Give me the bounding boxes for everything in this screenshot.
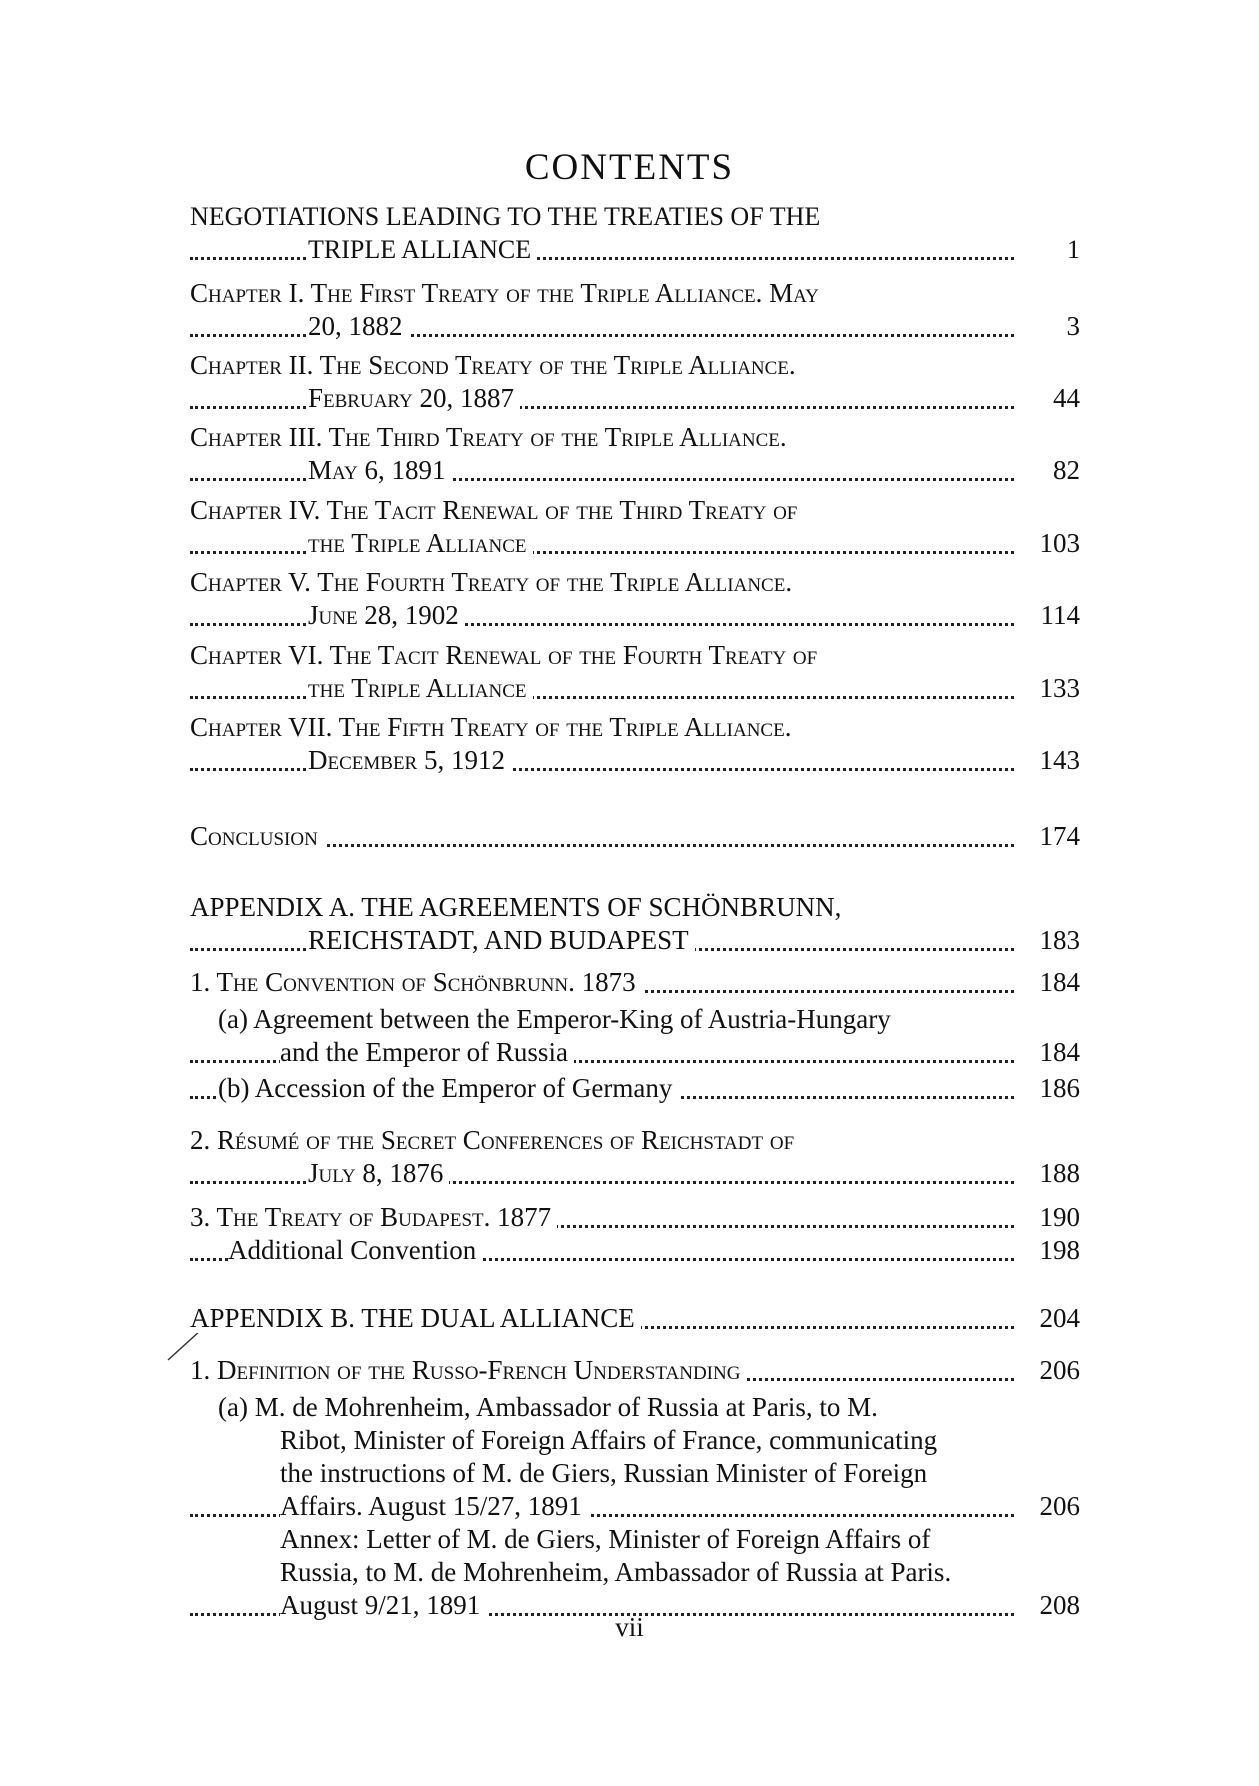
page-number: 186 (1020, 1072, 1080, 1105)
toc-entry-row (190, 233, 1080, 266)
toc-entry-row (190, 1072, 1080, 1105)
page-number: 3 (1020, 310, 1080, 343)
page-number: 184 (1020, 966, 1080, 999)
toc-entry-chapter-7[interactable] (190, 711, 1080, 777)
page-number: 133 (1020, 672, 1080, 705)
toc-entry-line: Russia, to M. de Mohrenheim, Ambassador of Russia at Paris. (280, 1557, 952, 1587)
toc-entry-row (190, 382, 1080, 415)
toc-entry-row (190, 527, 1080, 560)
toc-entry-line: Chapter IV. The Tacit Renewal of the Third Treaty of (190, 495, 798, 525)
toc-entry-row (190, 599, 1080, 632)
page-number: 204 (1020, 1302, 1080, 1335)
toc-entry-line: APPENDIX B. THE DUAL ALLIANCE (190, 1303, 641, 1333)
toc-entry-line: (a) Agreement between the Emperor-King of Austria-Hungary (218, 1004, 891, 1034)
toc-entry-conclusion[interactable] (190, 820, 1080, 853)
page-title: CONTENTS (524, 147, 735, 188)
page-folio: vii (615, 1612, 644, 1642)
toc-entry-row (190, 1354, 1080, 1387)
toc-entry-a3[interactable] (190, 1201, 1080, 1234)
toc-entry-a2[interactable] (190, 1124, 1080, 1190)
toc-entry-row (190, 310, 1080, 343)
toc-entry-chapter-5[interactable] (190, 566, 1080, 632)
toc-entry-line: 20, 1882 (308, 311, 409, 341)
toc-entry-line: June 28, 1902 (308, 600, 465, 630)
toc-entry-row (190, 966, 1080, 999)
toc-entry-line: December 5, 1912 (308, 745, 511, 775)
toc-entry-a1b[interactable] (190, 1072, 1080, 1105)
page-number: 190 (1020, 1201, 1080, 1234)
toc-entry-line: NEGOTIATIONS LEADING TO THE TREATIES OF THE (190, 202, 821, 231)
toc-entry-line: Additional Convention (228, 1235, 482, 1265)
toc-entry-line: the Triple Alliance (308, 528, 533, 558)
page-number: 206 (1020, 1354, 1080, 1387)
page-number: 174 (1020, 820, 1080, 853)
toc-entry-b1[interactable] (190, 1354, 1080, 1387)
toc-entry-chapter-2[interactable] (190, 349, 1080, 415)
toc-entry-line: 1. The Convention of Schönbrunn. 1873 (190, 967, 642, 997)
toc-entry-a1[interactable] (190, 966, 1080, 999)
toc-entry-line: APPENDIX A. THE AGREEMENTS OF SCHÖNBRUNN, (190, 892, 842, 922)
toc-entry-row (190, 1157, 1080, 1190)
toc-entry-appendix-b[interactable] (190, 1302, 1080, 1335)
toc-entry-line: Chapter I. The First Treaty of the Triple Alliance. May (190, 278, 819, 308)
page-number: 103 (1020, 527, 1080, 560)
toc-entry-line: 2. Résumé of the Secret Conferences of Reichstadt of (190, 1125, 795, 1155)
toc-entry-line: Ribot, Minister of Foreign Affairs of France, communicating (280, 1425, 938, 1455)
toc-entry-row (190, 672, 1080, 705)
page-number: 208 (1020, 1589, 1080, 1622)
toc-entry-row (190, 744, 1080, 777)
toc-entry-line: Chapter VII. The Fifth Treaty of the Triple Alliance. (190, 712, 792, 742)
page-number: 82 (1020, 454, 1080, 487)
toc-entry-b1-annex[interactable] (190, 1523, 1080, 1622)
toc-entry-line: February 20, 1887 (308, 383, 520, 413)
toc-entry-a1a[interactable] (190, 1003, 1080, 1069)
toc-entry-line: (b) Accession of the Emperor of Germany (218, 1073, 678, 1103)
page-number: 183 (1020, 924, 1080, 957)
page-number: 143 (1020, 744, 1080, 777)
page-number: 198 (1020, 1234, 1080, 1267)
toc-entry-row (190, 820, 1080, 853)
toc-entry-chapter-6[interactable] (190, 639, 1080, 705)
toc-entry-line: 1. Definition of the Russo-French Understanding (190, 1355, 746, 1385)
page-number: 188 (1020, 1157, 1080, 1190)
toc-entry-chapter-3[interactable] (190, 421, 1080, 487)
toc-entry-line: May 6, 1891 (308, 455, 451, 485)
toc-entry-chapter-4[interactable] (190, 494, 1080, 560)
toc-entry-b1a[interactable] (190, 1391, 1080, 1523)
toc-entry-row (190, 1302, 1080, 1335)
toc-entry-line: Chapter V. The Fourth Treaty of the Triple Alliance. (190, 567, 793, 597)
toc-entry-a3-additional[interactable] (190, 1234, 1080, 1267)
toc-entry-row (190, 1234, 1080, 1267)
toc-entry-line: (a) M. de Mohrenheim, Ambassador of Russia at Paris, to M. (218, 1392, 878, 1422)
toc-entry-line: the Triple Alliance (308, 673, 533, 703)
page-number: 44 (1020, 382, 1080, 415)
toc-entry-row (190, 454, 1080, 487)
toc-entry-line: July 8, 1876 (308, 1158, 449, 1188)
toc-entry-line: REICHSTADT, AND BUDAPEST (308, 925, 695, 955)
page-number: 206 (1020, 1490, 1080, 1523)
toc-entry-line: the instructions of M. de Giers, Russian Minister of Foreign (280, 1458, 928, 1488)
toc-entry-line: Chapter II. The Second Treaty of the Triple Alliance. (190, 350, 796, 380)
toc-entry-line: 3. The Treaty of Budapest. 1877 (190, 1202, 557, 1232)
toc-entry-line: Chapter III. The Third Treaty of the Triple Alliance. (190, 422, 787, 452)
page-number: 184 (1020, 1036, 1080, 1069)
page-number: 114 (1020, 599, 1080, 632)
toc-entry-line: Affairs. August 15/27, 1891 (280, 1491, 588, 1521)
toc-entry-line: Conclusion (190, 821, 324, 851)
page-number: 1 (1020, 233, 1080, 266)
toc-entry-row (190, 924, 1080, 957)
toc-entry-line: August 9/21, 1891 (280, 1590, 486, 1620)
toc-entry-row (190, 1490, 1080, 1523)
toc-entry-row (190, 1036, 1080, 1069)
toc-entry-chapter-1[interactable] (190, 277, 1080, 343)
toc-entry-appendix-a[interactable] (190, 891, 1080, 957)
toc-entry-line: Chapter VI. The Tacit Renewal of the Fourth Treaty of (190, 640, 818, 670)
toc-entry-line: Annex: Letter of M. de Giers, Minister of Foreign Affairs of (280, 1524, 931, 1554)
toc-entry-negotiations[interactable] (190, 200, 1080, 266)
toc-entry-line: TRIPLE ALLIANCE (308, 235, 537, 264)
toc-entry-row (190, 1201, 1080, 1234)
toc-entry-line: and the Emperor of Russia (280, 1037, 574, 1067)
